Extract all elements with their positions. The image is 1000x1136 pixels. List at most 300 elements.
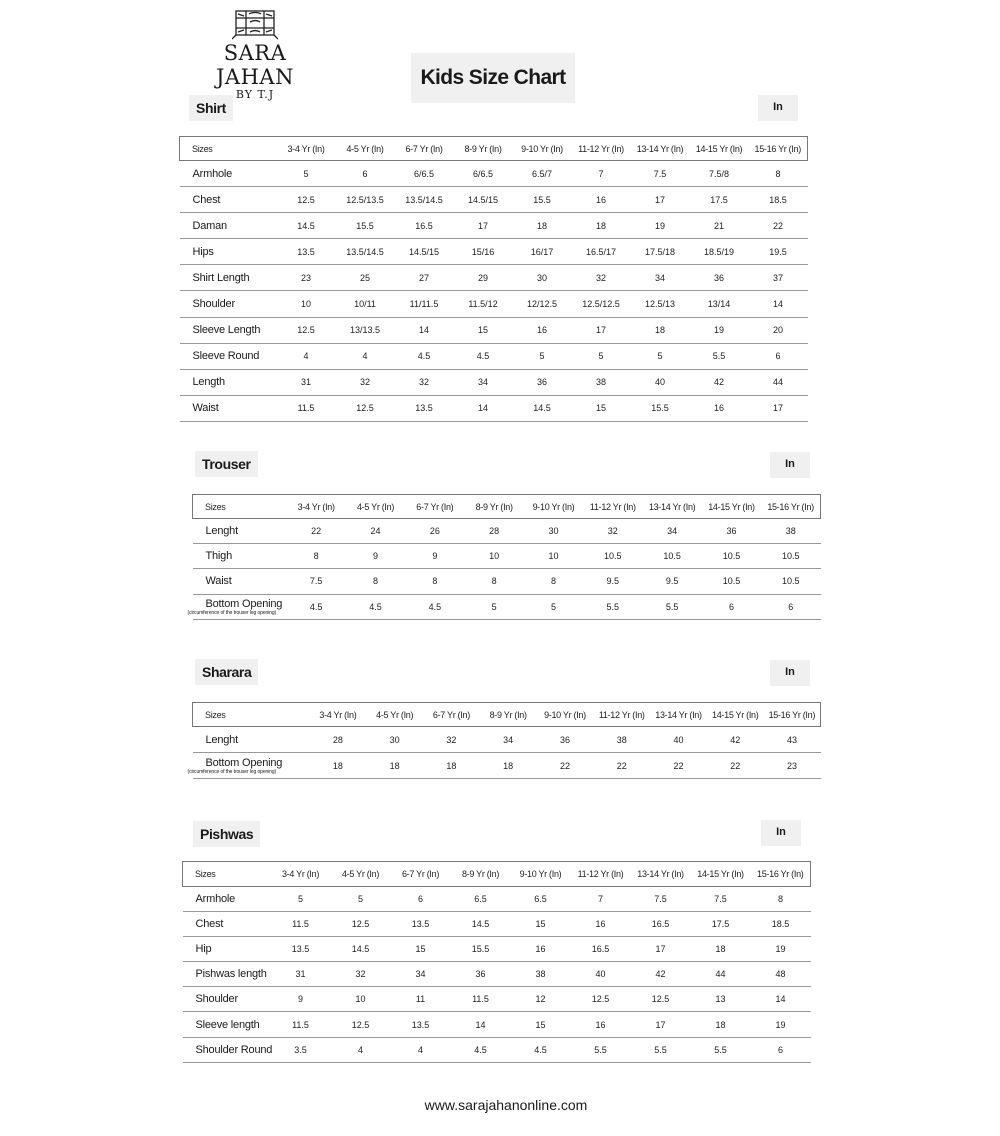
measurement-name (180, 291, 277, 317)
unit-box-trouser: In (770, 452, 810, 478)
measurement-name (180, 213, 277, 239)
measurement-label: Chest (192, 193, 221, 206)
size-value: 31 (277, 369, 336, 395)
size-value: 14.5/15 (395, 239, 454, 265)
size-value: 5 (464, 594, 523, 619)
size-value: 18 (480, 753, 537, 779)
size-value: 38 (593, 727, 650, 753)
size-value: 9 (405, 544, 464, 569)
table-row (180, 343, 808, 369)
size-value: 38 (761, 519, 820, 544)
column-header: 13-14 Yr (In) (650, 703, 707, 727)
size-value: 6 (391, 887, 451, 912)
size-value: 14.5 (331, 937, 391, 962)
size-value: 18 (572, 213, 631, 239)
size-value: 28 (464, 519, 523, 544)
size-value: 4.5 (451, 1037, 511, 1062)
measurement-label: Sleeve Round (192, 350, 260, 363)
unit-box-sharara: In (770, 660, 810, 686)
size-value: 36 (537, 727, 594, 753)
size-value: 6 (761, 594, 820, 619)
table-row (180, 369, 808, 395)
size-value: 30 (513, 265, 572, 291)
size-value: 42 (690, 369, 749, 395)
size-value: 38 (511, 962, 571, 987)
size-value: 15 (454, 317, 513, 343)
column-header: 14-15 Yr (In) (690, 137, 749, 161)
size-value: 23 (277, 265, 336, 291)
column-header: 8-9 Yr (In) (454, 137, 513, 161)
size-value: 7.5/8 (690, 161, 749, 187)
size-value: 16 (513, 317, 572, 343)
size-value: 4.5 (511, 1037, 571, 1062)
column-header: 11-12 Yr (In) (572, 137, 631, 161)
size-value: 11.5 (271, 1012, 331, 1037)
column-header: 3-4 Yr (In) (277, 137, 336, 161)
size-value: 7 (571, 887, 631, 912)
size-value: 8 (346, 569, 405, 594)
size-value: 4 (391, 1037, 451, 1062)
measurement-name (180, 239, 277, 265)
size-value: 23 (764, 753, 821, 779)
column-header: 13-14 Yr (In) (631, 137, 690, 161)
size-value: 12.5 (277, 187, 336, 213)
size-value: 5 (524, 594, 583, 619)
size-value: 18 (691, 1012, 751, 1037)
size-value: 13.5/14.5 (395, 187, 454, 213)
size-value: 15 (511, 1012, 571, 1037)
size-value: 12.5 (336, 395, 395, 421)
size-value: 31 (271, 962, 331, 987)
size-value: 22 (537, 753, 594, 779)
measurement-name (193, 727, 310, 753)
size-value: 13.5 (277, 239, 336, 265)
table-header-row (193, 495, 821, 519)
size-value: 7.5 (631, 161, 690, 187)
measurement-label: Shoulder Round (195, 1043, 273, 1056)
size-value: 5 (277, 161, 336, 187)
column-header: 6-7 Yr (In) (405, 495, 464, 519)
size-value: 10 (524, 544, 583, 569)
size-value: 15 (511, 912, 571, 937)
size-value: 37 (749, 265, 808, 291)
size-value: 16 (511, 937, 571, 962)
size-value: 34 (454, 369, 513, 395)
size-value: 13.5/14.5 (336, 239, 395, 265)
size-value: 10.5 (761, 569, 820, 594)
column-header: 3-4 Yr (In) (310, 703, 367, 727)
size-value: 15 (391, 937, 451, 962)
size-value: 14 (454, 395, 513, 421)
size-value: 32 (423, 727, 480, 753)
size-value: 12.5 (331, 912, 391, 937)
size-value: 19 (751, 937, 811, 962)
table-row (180, 395, 808, 421)
brand-emblem-icon (232, 8, 278, 40)
measurement-label: Sleeve Length (192, 324, 261, 337)
column-header: 15-16 Yr (In) (749, 137, 808, 161)
column-header: 6-7 Yr (In) (391, 862, 451, 887)
size-value: 16 (690, 395, 749, 421)
measurement-name (183, 937, 271, 962)
size-value: 15.5 (513, 187, 572, 213)
size-value: 7 (572, 161, 631, 187)
size-value: 14 (751, 987, 811, 1012)
size-value: 11.5 (451, 987, 511, 1012)
size-value: 15.5 (336, 213, 395, 239)
size-value: 27 (395, 265, 454, 291)
section-label-pishwas: Pishwas (193, 821, 260, 847)
size-value: 36 (702, 519, 761, 544)
size-value: 3.5 (271, 1037, 331, 1062)
size-value: 14.5 (451, 912, 511, 937)
size-value: 17 (572, 317, 631, 343)
column-header: 8-9 Yr (In) (464, 495, 523, 519)
size-value: 14.5/15 (454, 187, 513, 213)
size-value: 5.5 (691, 1037, 751, 1062)
size-value: 36 (690, 265, 749, 291)
measurement-label: Thigh (205, 550, 233, 563)
size-value: 17 (749, 395, 808, 421)
size-value: 17 (631, 937, 691, 962)
size-value: 15 (572, 395, 631, 421)
size-value: 17 (631, 187, 690, 213)
column-header: 8-9 Yr (In) (480, 703, 537, 727)
table-row (193, 544, 821, 569)
size-value: 12.5 (631, 987, 691, 1012)
measurement-name (180, 161, 277, 187)
size-value: 28 (310, 727, 367, 753)
size-value: 38 (572, 369, 631, 395)
table-pishwas (182, 861, 811, 1063)
size-value: 42 (631, 962, 691, 987)
size-value: 6 (751, 1037, 811, 1062)
column-header: 15-16 Yr (In) (764, 703, 821, 727)
size-value: 32 (395, 369, 454, 395)
page-title: Kids Size Chart (411, 53, 575, 103)
column-header-sizes: Sizes (193, 703, 310, 727)
size-value: 17 (631, 1012, 691, 1037)
size-value: 9 (271, 987, 331, 1012)
measurement-name (180, 343, 277, 369)
table-header-row (183, 862, 811, 887)
table-row (180, 317, 808, 343)
brand-subtitle: BY T.J (235, 88, 275, 101)
size-value: 13.5 (395, 395, 454, 421)
size-value: 10 (331, 987, 391, 1012)
size-value: 44 (691, 962, 751, 987)
column-header: 15-16 Yr (In) (751, 862, 811, 887)
size-value: 18 (513, 213, 572, 239)
size-value: 11 (391, 987, 451, 1012)
size-value: 10.5 (583, 544, 642, 569)
size-value: 8 (287, 544, 346, 569)
measurement-label: Lenght (205, 525, 238, 538)
measurement-label: Length (192, 376, 225, 389)
size-value: 10 (464, 544, 523, 569)
size-value: 22 (749, 213, 808, 239)
size-value: 8 (749, 161, 808, 187)
size-value: 11/11.5 (395, 291, 454, 317)
measurement-label: Hips (192, 245, 214, 258)
table-row (193, 569, 821, 594)
column-header: 6-7 Yr (In) (423, 703, 480, 727)
table-row (180, 213, 808, 239)
column-header-sizes: Sizes (193, 495, 287, 519)
size-value: 13.5 (391, 912, 451, 937)
section-label-sharara: Sharara (195, 659, 258, 685)
size-value: 18 (310, 753, 367, 779)
column-header: 4-5 Yr (In) (366, 703, 423, 727)
size-value: 15/16 (454, 239, 513, 265)
size-value: 12.5/13 (631, 291, 690, 317)
size-value: 12/12.5 (513, 291, 572, 317)
measurement-name (183, 1012, 271, 1037)
size-value: 16.5 (395, 213, 454, 239)
table-sharara (187, 702, 821, 779)
size-value: 40 (631, 369, 690, 395)
table-row (180, 265, 808, 291)
measurement-name (183, 912, 271, 937)
size-value: 13.5 (271, 937, 331, 962)
column-header: 11-12 Yr (In) (593, 703, 650, 727)
size-value: 30 (366, 727, 423, 753)
size-value: 48 (751, 962, 811, 987)
size-value: 18.5/19 (690, 239, 749, 265)
measurement-label: Bottom Opening (205, 597, 283, 610)
size-value: 5.5 (690, 343, 749, 369)
measurement-label: Daman (192, 219, 227, 232)
size-value: 6 (702, 594, 761, 619)
size-value: 8 (464, 569, 523, 594)
size-value: 4.5 (454, 343, 513, 369)
column-header: 6-7 Yr (In) (395, 137, 454, 161)
size-value: 22 (593, 753, 650, 779)
size-value: 40 (571, 962, 631, 987)
size-value: 16.5/17 (572, 239, 631, 265)
table-shirt (179, 136, 808, 422)
size-value: 12.5 (277, 317, 336, 343)
unit-box-shirt: In (758, 95, 798, 121)
size-value: 6 (336, 161, 395, 187)
table-row (180, 187, 808, 213)
size-value: 44 (749, 369, 808, 395)
size-value: 5 (513, 343, 572, 369)
table-row (183, 1012, 811, 1037)
measurement-label: Shoulder (192, 298, 235, 311)
size-value: 10/11 (336, 291, 395, 317)
size-value: 14 (395, 317, 454, 343)
size-value: 36 (451, 962, 511, 987)
size-value: 15.5 (631, 395, 690, 421)
size-value: 7.5 (287, 569, 346, 594)
column-header: 11-12 Yr (In) (583, 495, 642, 519)
table-row (183, 912, 811, 937)
measurement-label: Chest (195, 918, 224, 931)
size-value: 17 (454, 213, 513, 239)
size-value: 21 (690, 213, 749, 239)
column-header: 13-14 Yr (In) (642, 495, 701, 519)
measurement-label: Pishwas length (195, 968, 267, 981)
table-row (180, 161, 808, 187)
size-value: 12.5 (331, 1012, 391, 1037)
measurement-name (183, 1037, 271, 1062)
column-header: 8-9 Yr (In) (451, 862, 511, 887)
size-value: 6.5 (511, 887, 571, 912)
size-value: 5.5 (571, 1037, 631, 1062)
size-value: 9.5 (583, 569, 642, 594)
size-value: 17.5/18 (631, 239, 690, 265)
measurement-name (193, 544, 287, 569)
size-value: 5 (331, 887, 391, 912)
column-header: 9-10 Yr (In) (537, 703, 594, 727)
size-value: 22 (707, 753, 764, 779)
size-value: 5 (271, 887, 331, 912)
size-value: 10.5 (761, 544, 820, 569)
size-value: 4 (277, 343, 336, 369)
measurement-label: Hip (195, 943, 212, 956)
column-header: 14-15 Yr (In) (691, 862, 751, 887)
size-value: 11.5 (271, 912, 331, 937)
brand-name: SARA JAHAN (216, 41, 294, 89)
size-value: 13 (691, 987, 751, 1012)
measurement-name (183, 887, 271, 912)
measurement-name (183, 962, 271, 987)
column-header: 9-10 Yr (In) (513, 137, 572, 161)
size-value: 34 (642, 519, 701, 544)
size-value: 16.5 (571, 937, 631, 962)
table-row (193, 727, 821, 753)
size-value: 6 (749, 343, 808, 369)
size-value: 42 (707, 727, 764, 753)
column-header: 4-5 Yr (In) (336, 137, 395, 161)
size-value: 32 (336, 369, 395, 395)
size-value: 16 (571, 912, 631, 937)
size-value: 11.5/12 (454, 291, 513, 317)
measurement-note: (circumference of the trouser leg opening) (187, 768, 277, 775)
size-value: 34 (480, 727, 537, 753)
section-label-trouser: Trouser (195, 451, 258, 477)
size-value: 18.5 (751, 912, 811, 937)
column-header-sizes: Sizes (183, 862, 271, 887)
measurement-name (180, 317, 277, 343)
table-row (183, 987, 811, 1012)
size-value: 10 (277, 291, 336, 317)
size-value: 9 (346, 544, 405, 569)
size-value: 22 (650, 753, 707, 779)
column-header: 4-5 Yr (In) (331, 862, 391, 887)
column-header: 13-14 Yr (In) (631, 862, 691, 887)
size-value: 19 (631, 213, 690, 239)
measurement-label: Sleeve length (195, 1018, 260, 1031)
measurement-name (180, 369, 277, 395)
table-header-row (180, 137, 808, 161)
size-value: 15.5 (451, 937, 511, 962)
table-row (183, 887, 811, 912)
measurement-label: Armhole (195, 893, 236, 906)
size-value: 20 (749, 317, 808, 343)
size-value: 4 (336, 343, 395, 369)
size-value: 24 (346, 519, 405, 544)
column-header: 15-16 Yr (In) (761, 495, 820, 519)
measurement-name (193, 519, 287, 544)
size-value: 8 (751, 887, 811, 912)
table-row (183, 1037, 811, 1062)
table-row (193, 753, 821, 779)
measurement-name (187, 594, 287, 619)
size-value: 19 (690, 317, 749, 343)
table-row (193, 594, 821, 619)
size-value: 22 (287, 519, 346, 544)
size-value: 9.5 (642, 569, 701, 594)
size-value: 14.5 (277, 213, 336, 239)
size-value: 7.5 (691, 887, 751, 912)
size-value: 32 (572, 265, 631, 291)
size-value: 34 (631, 265, 690, 291)
size-value: 34 (391, 962, 451, 987)
measurement-label: Waist (205, 575, 232, 588)
size-value: 6.5/7 (513, 161, 572, 187)
size-value: 8 (524, 569, 583, 594)
measurement-name (193, 569, 287, 594)
size-value: 18 (423, 753, 480, 779)
size-value: 17.5 (691, 912, 751, 937)
measurement-label: Bottom Opening (205, 756, 283, 769)
column-header: 4-5 Yr (In) (346, 495, 405, 519)
size-value: 5.5 (642, 594, 701, 619)
brand-logo (190, 8, 320, 101)
table-trouser (187, 494, 821, 620)
size-value: 17.5 (690, 187, 749, 213)
size-value: 4 (331, 1037, 391, 1062)
measurement-label: Waist (192, 402, 219, 415)
size-value: 6.5 (451, 887, 511, 912)
size-value: 16.5 (631, 912, 691, 937)
size-value: 5.5 (583, 594, 642, 619)
size-value: 11.5 (277, 395, 336, 421)
column-header: 14-15 Yr (In) (702, 495, 761, 519)
table-row (183, 937, 811, 962)
size-value: 5 (631, 343, 690, 369)
section-label-shirt: Shirt (189, 95, 233, 121)
size-value: 30 (524, 519, 583, 544)
size-value: 13/14 (690, 291, 749, 317)
size-value: 16 (572, 187, 631, 213)
size-value: 18 (366, 753, 423, 779)
size-value: 19 (751, 1012, 811, 1037)
measurement-name (187, 753, 310, 779)
size-value: 14 (749, 291, 808, 317)
size-value: 18.5 (749, 187, 808, 213)
size-value: 14 (451, 1012, 511, 1037)
size-value: 7.5 (631, 887, 691, 912)
measurement-name (180, 265, 277, 291)
size-value: 43 (764, 727, 821, 753)
table-row (180, 291, 808, 317)
measurement-name (180, 187, 277, 213)
measurement-name (183, 987, 271, 1012)
size-value: 19.5 (749, 239, 808, 265)
size-value: 12.5/12.5 (572, 291, 631, 317)
size-value: 4.5 (395, 343, 454, 369)
size-value: 40 (650, 727, 707, 753)
column-header: 14-15 Yr (In) (707, 703, 764, 727)
measurement-label: Lenght (205, 733, 238, 746)
size-value: 16/17 (513, 239, 572, 265)
table-row (180, 239, 808, 265)
size-value: 10.5 (702, 544, 761, 569)
website-url: www.sarajahanonline.com (424, 1097, 588, 1113)
